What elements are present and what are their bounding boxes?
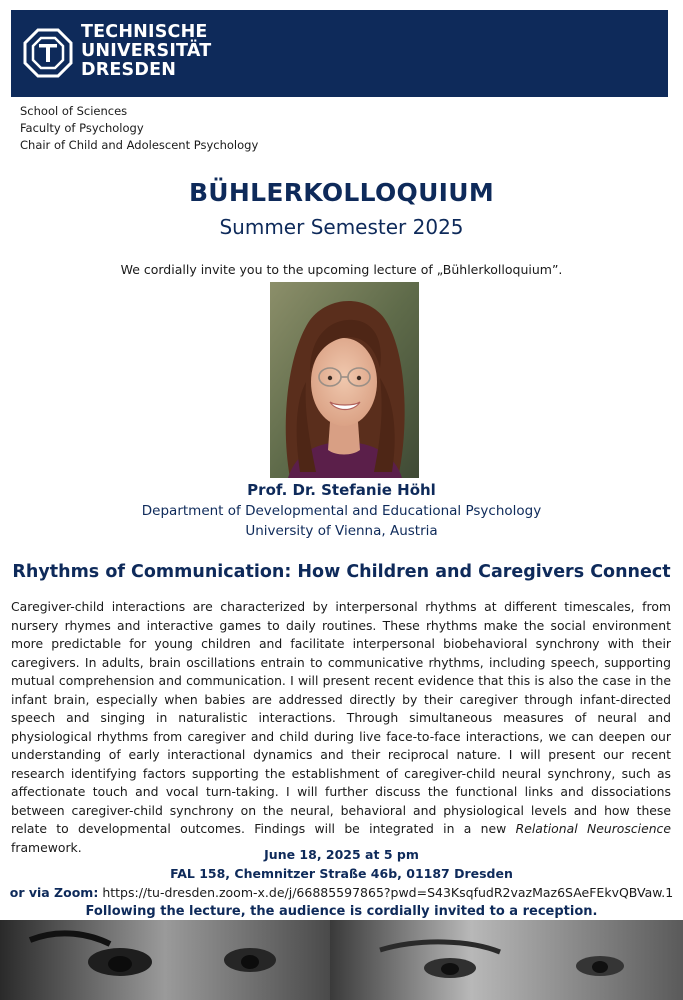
event-date-time: June 18, 2025 at 5 pm xyxy=(264,847,419,862)
speaker-name: Prof. Dr. Stefanie Höhl xyxy=(247,481,436,499)
speaker-university: University of Vienna, Austria xyxy=(245,523,438,539)
speaker-department: Department of Developmental and Educational Psychology xyxy=(141,503,542,519)
affiliation-block xyxy=(20,103,258,154)
speaker-portrait xyxy=(270,282,419,478)
invitation-text: We cordially invite you to the upcoming lecture of „Bühlerkolloquium”. xyxy=(120,262,563,277)
university-wordmark xyxy=(81,23,211,80)
wordmark-line-3: DRESDEN xyxy=(81,60,177,80)
talk-title: Rhythms of Communication: How Children and Caregivers Connect xyxy=(12,562,671,582)
talk-abstract xyxy=(11,598,671,857)
wordmark-line-2: UNIVERSITÄT xyxy=(81,41,212,61)
chair-name: Chair of Child and Adolescent Psychology xyxy=(20,138,259,152)
reception-note: Following the lecture, the audience is cordially invited to a reception. xyxy=(85,904,598,919)
event-details xyxy=(0,845,683,921)
faculty-name: Faculty of Psychology xyxy=(20,121,144,135)
abstract-text-end: framework. xyxy=(11,839,82,855)
event-location: FAL 158, Chemnitzer Straße 46b, 01187 Dresden xyxy=(170,866,513,881)
abstract-italic-term: Relational Neuroscience xyxy=(515,821,671,836)
zoom-link[interactable]: https://tu-dresden.zoom-x.de/j/66885597865?pwd=S43KsqfudR2vazMaz6SAeFEkvQBVaw.1 xyxy=(102,885,674,900)
semester-label: Summer Semester 2025 xyxy=(219,215,464,239)
abstract-text: Caregiver-child interactions are characterized by interpersonal rhythms at different timescales, from nursery rhymes and interactive games to daily routines. These rhythms make the social environment more predictable for young children and facilitate interpersonal biobehavioral synchrony with their caregivers. In adults, brain oscillations entrain to communicative rhythms, including speech, supporting mutual comprehension and communication. I will present recent evidence that this is also the case in the infant brain, especially when babies are addressed directly by their caregiver through infant-directed speech and singing in naturalistic interactions. Through simultaneous measures of neural and physiological rhythms from caregiver and child during live face-to-face interactions, we can deepen our understanding of early interactional dynamics and their reciprocal nature. I will present our recent research identifying factors supporting the establishment of caregiver-child neural synchrony, such as affectionate touch and vocal turn-taking. I will further discuss the functional links and dissociations between caregiver-child synchrony on the neural, behavioral and physiological levels and how these relate to developmental outcomes. Findings will be integrated in a new xyxy=(11,599,671,836)
tu-dresden-logo-icon xyxy=(22,27,74,79)
wordmark-line-1: TECHNISCHE xyxy=(81,22,208,42)
footer-portrait-strip xyxy=(0,920,683,1000)
event-title: BÜHLERKOLLOQUIUM xyxy=(188,178,495,207)
school-name: School of Sciences xyxy=(20,104,128,118)
zoom-line xyxy=(0,883,683,902)
zoom-label: or via Zoom: xyxy=(9,885,99,900)
